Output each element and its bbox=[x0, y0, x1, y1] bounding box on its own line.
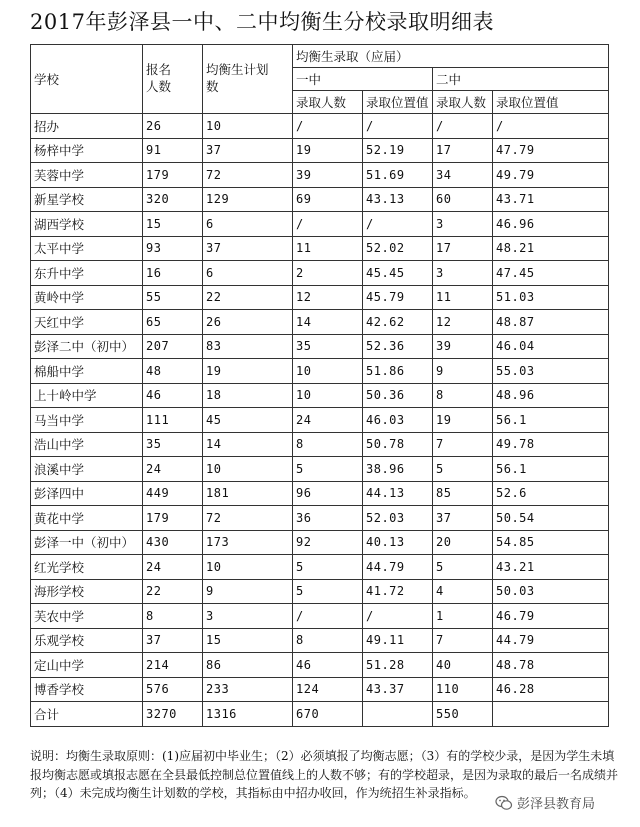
cell-yizhong-count: 5 bbox=[293, 579, 363, 604]
cell-erzhong-count: 60 bbox=[433, 187, 493, 212]
cell-school: 浩山中学 bbox=[31, 432, 143, 457]
header-school: 学校 bbox=[31, 45, 143, 114]
header-yizhong: 一中 bbox=[293, 68, 433, 91]
cell-school: 博香学校 bbox=[31, 677, 143, 702]
cell-school: 东升中学 bbox=[31, 261, 143, 286]
table-row bbox=[31, 261, 609, 286]
cell-school: 杨梓中学 bbox=[31, 138, 143, 163]
cell-erzhong-count: 85 bbox=[433, 481, 493, 506]
table-row bbox=[31, 236, 609, 261]
cell-applicants: 24 bbox=[143, 457, 203, 482]
cell-school: 黄岭中学 bbox=[31, 285, 143, 310]
cell-plan: 14 bbox=[203, 432, 293, 457]
cell-erzhong-position bbox=[493, 702, 609, 727]
cell-school: 湖西学校 bbox=[31, 212, 143, 237]
table-row bbox=[31, 114, 609, 139]
cell-erzhong-position: 48.96 bbox=[493, 383, 609, 408]
cell-erzhong-count: 8 bbox=[433, 383, 493, 408]
cell-yizhong-position: 52.03 bbox=[363, 506, 433, 531]
cell-applicants: 15 bbox=[143, 212, 203, 237]
cell-school: 彭泽四中 bbox=[31, 481, 143, 506]
cell-school: 定山中学 bbox=[31, 653, 143, 678]
cell-erzhong-position: 46.04 bbox=[493, 334, 609, 359]
cell-erzhong-position: 47.79 bbox=[493, 138, 609, 163]
cell-erzhong-count: 550 bbox=[433, 702, 493, 727]
cell-yizhong-count: 10 bbox=[293, 383, 363, 408]
cell-erzhong-count: 17 bbox=[433, 138, 493, 163]
cell-plan: 6 bbox=[203, 212, 293, 237]
cell-applicants: 179 bbox=[143, 506, 203, 531]
cell-school: 太平中学 bbox=[31, 236, 143, 261]
cell-erzhong-position: 49.79 bbox=[493, 163, 609, 188]
cell-yizhong-position: 44.79 bbox=[363, 555, 433, 580]
cell-school: 棉船中学 bbox=[31, 359, 143, 384]
cell-erzhong-count: 3 bbox=[433, 261, 493, 286]
wechat-account-icon bbox=[495, 794, 513, 812]
table-row bbox=[31, 359, 609, 384]
table-row bbox=[31, 334, 609, 359]
cell-yizhong-position: 45.45 bbox=[363, 261, 433, 286]
cell-yizhong-position: 52.02 bbox=[363, 236, 433, 261]
cell-yizhong-count: 5 bbox=[293, 457, 363, 482]
cell-yizhong-position: 51.28 bbox=[363, 653, 433, 678]
cell-erzhong-count: 19 bbox=[433, 408, 493, 433]
table-row bbox=[31, 457, 609, 482]
cell-erzhong-count: 5 bbox=[433, 457, 493, 482]
cell-erzhong-position: / bbox=[493, 114, 609, 139]
cell-erzhong-position: 49.78 bbox=[493, 432, 609, 457]
table-row bbox=[31, 187, 609, 212]
table-row bbox=[31, 138, 609, 163]
cell-applicants: 37 bbox=[143, 628, 203, 653]
cell-yizhong-count: 19 bbox=[293, 138, 363, 163]
cell-plan: 10 bbox=[203, 114, 293, 139]
cell-erzhong-position: 50.54 bbox=[493, 506, 609, 531]
table-row bbox=[31, 555, 609, 580]
cell-applicants: 22 bbox=[143, 579, 203, 604]
header-group: 均衡生录取（应届） bbox=[293, 45, 609, 68]
cell-yizhong-count: 124 bbox=[293, 677, 363, 702]
cell-plan: 233 bbox=[203, 677, 293, 702]
cell-applicants: 3270 bbox=[143, 702, 203, 727]
cell-yizhong-position: 43.37 bbox=[363, 677, 433, 702]
cell-school: 黄花中学 bbox=[31, 506, 143, 531]
cell-yizhong-position: 38.96 bbox=[363, 457, 433, 482]
cell-erzhong-position: 44.79 bbox=[493, 628, 609, 653]
cell-plan: 3 bbox=[203, 604, 293, 629]
table-row bbox=[31, 285, 609, 310]
cell-yizhong-count: 10 bbox=[293, 359, 363, 384]
table-row bbox=[31, 163, 609, 188]
cell-applicants: 55 bbox=[143, 285, 203, 310]
cell-plan: 10 bbox=[203, 457, 293, 482]
cell-applicants: 449 bbox=[143, 481, 203, 506]
cell-plan: 173 bbox=[203, 530, 293, 555]
cell-yizhong-count: 92 bbox=[293, 530, 363, 555]
cell-yizhong-count: 2 bbox=[293, 261, 363, 286]
cell-yizhong-position: 51.69 bbox=[363, 163, 433, 188]
cell-plan: 37 bbox=[203, 236, 293, 261]
cell-yizhong-position: 50.78 bbox=[363, 432, 433, 457]
cell-erzhong-count: / bbox=[433, 114, 493, 139]
cell-yizhong-count: 36 bbox=[293, 506, 363, 531]
cell-school: 新星学校 bbox=[31, 187, 143, 212]
watermark bbox=[495, 793, 595, 812]
cell-yizhong-position bbox=[363, 702, 433, 727]
cell-yizhong-count: 35 bbox=[293, 334, 363, 359]
cell-yizhong-count: 12 bbox=[293, 285, 363, 310]
cell-erzhong-position: 47.45 bbox=[493, 261, 609, 286]
cell-plan: 83 bbox=[203, 334, 293, 359]
cell-erzhong-count: 7 bbox=[433, 432, 493, 457]
cell-plan: 37 bbox=[203, 138, 293, 163]
cell-erzhong-count: 4 bbox=[433, 579, 493, 604]
cell-applicants: 65 bbox=[143, 310, 203, 335]
table-row bbox=[31, 383, 609, 408]
cell-plan: 10 bbox=[203, 555, 293, 580]
cell-applicants: 93 bbox=[143, 236, 203, 261]
table-body bbox=[31, 114, 609, 727]
cell-plan: 129 bbox=[203, 187, 293, 212]
table-row bbox=[31, 604, 609, 629]
cell-yizhong-count: 8 bbox=[293, 432, 363, 457]
cell-yizhong-count: 24 bbox=[293, 408, 363, 433]
cell-applicants: 35 bbox=[143, 432, 203, 457]
cell-school: 天红中学 bbox=[31, 310, 143, 335]
cell-yizhong-position: 52.36 bbox=[363, 334, 433, 359]
watermark-text: 彭泽县教育局 bbox=[517, 797, 596, 812]
header-erzhong-count: 录取人数 bbox=[433, 91, 493, 114]
table-row bbox=[31, 506, 609, 531]
table-row bbox=[31, 432, 609, 457]
cell-yizhong-count: 11 bbox=[293, 236, 363, 261]
cell-erzhong-count: 20 bbox=[433, 530, 493, 555]
cell-school: 芙农中学 bbox=[31, 604, 143, 629]
page-title: 2017年彭泽县一中、二中均衡生分校录取明细表 bbox=[30, 10, 494, 34]
cell-school: 上十岭中学 bbox=[31, 383, 143, 408]
cell-plan: 45 bbox=[203, 408, 293, 433]
cell-yizhong-position: 43.13 bbox=[363, 187, 433, 212]
cell-erzhong-count: 11 bbox=[433, 285, 493, 310]
table-row bbox=[31, 212, 609, 237]
cell-plan: 15 bbox=[203, 628, 293, 653]
cell-yizhong-position: 50.36 bbox=[363, 383, 433, 408]
header-plan: 均衡生计划数 bbox=[203, 45, 293, 114]
cell-yizhong-count: 8 bbox=[293, 628, 363, 653]
table-row bbox=[31, 310, 609, 335]
cell-plan: 18 bbox=[203, 383, 293, 408]
table-row bbox=[31, 579, 609, 604]
cell-school: 合计 bbox=[31, 702, 143, 727]
cell-plan: 6 bbox=[203, 261, 293, 286]
cell-erzhong-count: 9 bbox=[433, 359, 493, 384]
cell-plan: 86 bbox=[203, 653, 293, 678]
cell-erzhong-position: 50.03 bbox=[493, 579, 609, 604]
cell-erzhong-position: 46.28 bbox=[493, 677, 609, 702]
cell-erzhong-position: 55.03 bbox=[493, 359, 609, 384]
cell-plan: 19 bbox=[203, 359, 293, 384]
cell-erzhong-count: 1 bbox=[433, 604, 493, 629]
cell-applicants: 26 bbox=[143, 114, 203, 139]
cell-yizhong-count: / bbox=[293, 212, 363, 237]
cell-plan: 1316 bbox=[203, 702, 293, 727]
cell-yizhong-count: 69 bbox=[293, 187, 363, 212]
cell-school: 彭泽二中（初中） bbox=[31, 334, 143, 359]
header-yizhong-position: 录取位置值 bbox=[363, 91, 433, 114]
cell-erzhong-count: 34 bbox=[433, 163, 493, 188]
cell-yizhong-count: 670 bbox=[293, 702, 363, 727]
cell-erzhong-position: 56.1 bbox=[493, 408, 609, 433]
cell-erzhong-position: 43.21 bbox=[493, 555, 609, 580]
table-row bbox=[31, 677, 609, 702]
cell-plan: 22 bbox=[203, 285, 293, 310]
cell-yizhong-count: 39 bbox=[293, 163, 363, 188]
cell-school: 红光学校 bbox=[31, 555, 143, 580]
cell-yizhong-position: 40.13 bbox=[363, 530, 433, 555]
cell-erzhong-position: 48.78 bbox=[493, 653, 609, 678]
cell-applicants: 430 bbox=[143, 530, 203, 555]
cell-erzhong-count: 7 bbox=[433, 628, 493, 653]
cell-yizhong-position: / bbox=[363, 114, 433, 139]
cell-erzhong-position: 46.96 bbox=[493, 212, 609, 237]
cell-yizhong-position: 51.86 bbox=[363, 359, 433, 384]
cell-yizhong-position: 52.19 bbox=[363, 138, 433, 163]
cell-yizhong-count: / bbox=[293, 114, 363, 139]
cell-yizhong-position: / bbox=[363, 212, 433, 237]
table-row bbox=[31, 481, 609, 506]
cell-school: 马当中学 bbox=[31, 408, 143, 433]
cell-school: 芙蓉中学 bbox=[31, 163, 143, 188]
header-erzhong: 二中 bbox=[433, 68, 609, 91]
cell-erzhong-count: 39 bbox=[433, 334, 493, 359]
cell-applicants: 179 bbox=[143, 163, 203, 188]
cell-erzhong-count: 110 bbox=[433, 677, 493, 702]
cell-yizhong-count: / bbox=[293, 604, 363, 629]
cell-erzhong-count: 12 bbox=[433, 310, 493, 335]
cell-applicants: 214 bbox=[143, 653, 203, 678]
cell-erzhong-position: 51.03 bbox=[493, 285, 609, 310]
cell-yizhong-position: / bbox=[363, 604, 433, 629]
cell-yizhong-count: 5 bbox=[293, 555, 363, 580]
cell-erzhong-position: 52.6 bbox=[493, 481, 609, 506]
cell-yizhong-count: 46 bbox=[293, 653, 363, 678]
cell-plan: 72 bbox=[203, 163, 293, 188]
cell-applicants: 46 bbox=[143, 383, 203, 408]
explanation-note: 说明：均衡生录取原则：(1)应届初中毕业生；（2）必须填报了均衡志愿；（3）有的学校少录，是因为学生未填报均衡志愿或填报志愿在全县最低控制总位置值线上的人数不够；有的学校超录，是因为录取的最后一名成绩并列；（4）未完成均衡生计划数的学校，其指标由中招办收回，作为统招生补录指标。 bbox=[30, 749, 619, 800]
cell-school: 浪溪中学 bbox=[31, 457, 143, 482]
header-erzhong-position: 录取位置值 bbox=[493, 91, 609, 114]
cell-applicants: 91 bbox=[143, 138, 203, 163]
cell-applicants: 207 bbox=[143, 334, 203, 359]
cell-applicants: 320 bbox=[143, 187, 203, 212]
cell-plan: 26 bbox=[203, 310, 293, 335]
cell-applicants: 48 bbox=[143, 359, 203, 384]
table-row bbox=[31, 530, 609, 555]
cell-applicants: 16 bbox=[143, 261, 203, 286]
cell-erzhong-position: 46.79 bbox=[493, 604, 609, 629]
cell-school: 彭泽一中（初中） bbox=[31, 530, 143, 555]
table-row bbox=[31, 653, 609, 678]
cell-applicants: 576 bbox=[143, 677, 203, 702]
cell-yizhong-position: 44.13 bbox=[363, 481, 433, 506]
cell-erzhong-count: 5 bbox=[433, 555, 493, 580]
cell-school: 乐观学校 bbox=[31, 628, 143, 653]
header-applicants: 报名人数 bbox=[143, 45, 203, 114]
table-row bbox=[31, 702, 609, 727]
cell-plan: 9 bbox=[203, 579, 293, 604]
cell-erzhong-count: 3 bbox=[433, 212, 493, 237]
cell-erzhong-count: 37 bbox=[433, 506, 493, 531]
cell-yizhong-position: 46.03 bbox=[363, 408, 433, 433]
cell-erzhong-position: 43.71 bbox=[493, 187, 609, 212]
cell-erzhong-position: 56.1 bbox=[493, 457, 609, 482]
cell-yizhong-position: 49.11 bbox=[363, 628, 433, 653]
cell-erzhong-position: 48.21 bbox=[493, 236, 609, 261]
admission-table bbox=[30, 44, 609, 727]
cell-erzhong-position: 54.85 bbox=[493, 530, 609, 555]
cell-applicants: 8 bbox=[143, 604, 203, 629]
cell-yizhong-position: 45.79 bbox=[363, 285, 433, 310]
cell-yizhong-count: 96 bbox=[293, 481, 363, 506]
cell-school: 招办 bbox=[31, 114, 143, 139]
cell-yizhong-position: 42.62 bbox=[363, 310, 433, 335]
cell-erzhong-position: 48.87 bbox=[493, 310, 609, 335]
cell-erzhong-count: 17 bbox=[433, 236, 493, 261]
cell-applicants: 24 bbox=[143, 555, 203, 580]
cell-applicants: 111 bbox=[143, 408, 203, 433]
table-row bbox=[31, 408, 609, 433]
header-yizhong-count: 录取人数 bbox=[293, 91, 363, 114]
cell-plan: 72 bbox=[203, 506, 293, 531]
cell-plan: 181 bbox=[203, 481, 293, 506]
cell-school: 海形学校 bbox=[31, 579, 143, 604]
cell-yizhong-position: 41.72 bbox=[363, 579, 433, 604]
cell-yizhong-count: 14 bbox=[293, 310, 363, 335]
table-row bbox=[31, 628, 609, 653]
cell-erzhong-count: 40 bbox=[433, 653, 493, 678]
